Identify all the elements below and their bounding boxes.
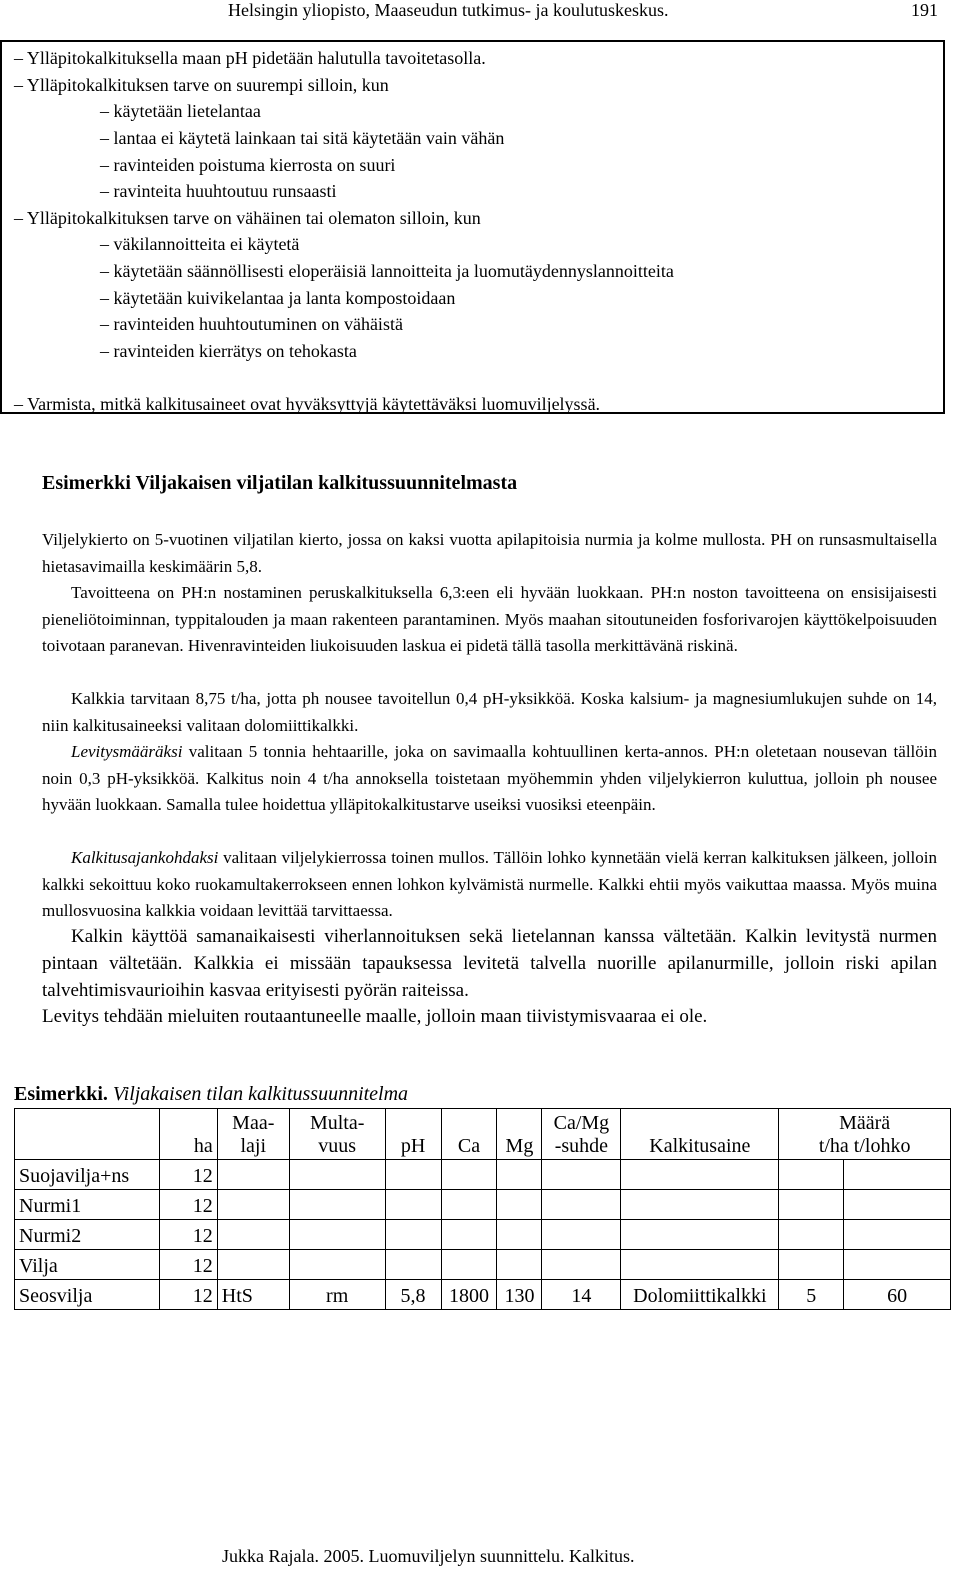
table-cell: 12 (159, 1160, 217, 1190)
table-cell (542, 1250, 621, 1280)
table-cell: 5 (779, 1280, 844, 1310)
page-number: 191 (911, 0, 938, 20)
paragraph-text: valitaan viljelykierrossa toinen mullos. Tällöin lohko kynnetään vielä kerran kalkituksen jälkeen, jolloin kalkki sekoittuu koko ruokamultakerrokseen ennen lohkon kylvämistä nurmelle. Kalkki ehtii myös vaikuttaa maassa. Myös muina mullosvuosina kalkkia voidaan levittää tarvittaessa. (42, 848, 937, 920)
table-row (15, 1160, 951, 1190)
header-cell (542, 1109, 621, 1160)
box-line: – käytetään kuivikelantaa ja lanta kompostoidaan (100, 288, 456, 308)
table-cell (441, 1220, 497, 1250)
table-cell: HtS (217, 1280, 289, 1310)
table-cell: 130 (497, 1280, 542, 1310)
liming-plan-table (14, 1108, 951, 1310)
box-line: – Varmista, mitkä kalkitusaineet ovat hyväksyttyjä käytettäväksi luomuviljelyssä. (14, 394, 601, 414)
header-line: -suhde (554, 1135, 609, 1157)
table-cell (542, 1220, 621, 1250)
table-cell: Dolomiittikalkki (621, 1280, 779, 1310)
header-line: Ca/Mg (553, 1112, 610, 1134)
table-cell (385, 1160, 441, 1190)
table-cell: 1800 (441, 1280, 497, 1310)
table-cell (621, 1250, 779, 1280)
box-line: – Ylläpitokalkituksen tarve on suurempi silloin, kun (14, 75, 389, 95)
table-cell (385, 1250, 441, 1280)
table-cell (441, 1190, 497, 1220)
table-cell: 14 (542, 1280, 621, 1310)
table-cell: Vilja (15, 1250, 160, 1280)
header-cell (217, 1109, 289, 1160)
table-cell (542, 1160, 621, 1190)
caption-title: Viljakaisen tilan kalkitussuunnitelma (107, 1083, 409, 1105)
emphasis: Levitysmääräksi (71, 742, 183, 761)
header-cell: Kalkitusaine (621, 1109, 779, 1160)
table-cell (779, 1220, 844, 1250)
table-cell (621, 1160, 779, 1190)
emphasis: Kalkitusajankohdaksi (71, 848, 219, 867)
paragraph-text: valitaan 5 tonnia hehtaarille, joka on savimaalla kohtuullinen kerta-annos. PH:n oletetaan nousevan tällöin noin 0,3 pH-yksikköä. Kalkitus noin 4 t/ha annoksella toistetaan myöhemmin yhden viljelykierron kuluttua, jolloin ph nousee hyvään luokkaan. Samalla tulee hoidettua ylläpitokalkitustarve useiksi vuosiksi eteenpäin. (42, 742, 937, 814)
table-cell: 12 (159, 1280, 217, 1310)
table-cell (844, 1160, 951, 1190)
header-line: vuus (318, 1135, 357, 1157)
table-cell: Suojavilja+ns (15, 1160, 160, 1190)
table-cell (497, 1220, 542, 1250)
header-cell (15, 1109, 160, 1160)
table-cell (844, 1190, 951, 1220)
table-cell (217, 1250, 289, 1280)
table-cell (497, 1160, 542, 1190)
table-cell (217, 1160, 289, 1190)
table-cell (289, 1250, 385, 1280)
header-line: t/ha t/lohko (818, 1135, 911, 1157)
header-cell: Mg (497, 1109, 542, 1160)
header-cell: ha (159, 1109, 217, 1160)
table-cell (289, 1160, 385, 1190)
table-row (15, 1280, 951, 1310)
box-line: – ravinteita huuhtoutuu runsaasti (100, 181, 337, 201)
table-cell (844, 1250, 951, 1280)
table-cell: 12 (159, 1220, 217, 1250)
table-header-row (15, 1109, 951, 1160)
header-line: laji (240, 1135, 267, 1157)
box-line: – ravinteiden kierrätys on tehokasta (100, 341, 357, 361)
table-cell (385, 1220, 441, 1250)
table-cell (441, 1250, 497, 1280)
table-cell (217, 1220, 289, 1250)
table-cell (779, 1190, 844, 1220)
header-line: Maa- (232, 1112, 275, 1134)
section-title: Esimerkki Viljakaisen viljatilan kalkitussuunnitelmasta (42, 472, 518, 494)
box-line: – käytetään lietelantaa (100, 101, 261, 121)
header-line: Määrä (839, 1112, 891, 1134)
caption-label: Esimerkki. (14, 1083, 108, 1105)
table-cell: Nurmi2 (15, 1220, 160, 1250)
table-cell (217, 1190, 289, 1220)
table-cell (497, 1250, 542, 1280)
header-cell: pH (385, 1109, 441, 1160)
table-cell (441, 1160, 497, 1190)
table-cell: rm (289, 1280, 385, 1310)
summary-box (0, 40, 945, 414)
paragraph (42, 739, 937, 819)
box-line: – väkilannoitteita ei käytetä (100, 234, 300, 254)
table-row (15, 1190, 951, 1220)
table-row (15, 1220, 951, 1250)
running-header: Helsingin yliopisto, Maaseudun tutkimus- ja koulutuskeskus. (228, 0, 669, 20)
box-line: – käytetään säännöllisesti eloperäisiä lannoitteita ja luomutäydennyslannoitteita (100, 261, 674, 281)
table-cell: 12 (159, 1190, 217, 1220)
table-cell: Seosvilja (15, 1280, 160, 1310)
table-row (15, 1250, 951, 1280)
table-cell (844, 1220, 951, 1250)
box-line: – Ylläpitokalkituksella maan pH pidetään halutulla tavoitetasolla. (14, 48, 486, 68)
table-cell (385, 1190, 441, 1220)
table-cell: 5,8 (385, 1280, 441, 1310)
paragraph: Kalkin käyttöä samanaikaisesti viherlannoituksen sekä lietelannan kanssa vältetään. Kalkin levitystä nurmen pintaan vältetään. Kalkkia ei missään tapauksessa levitetä talvella nuorille apilanurmille, jolloin riski apilan talvehtimisvaurioihin kasvaa erityisesti pyörän raiteissa. (42, 926, 937, 1001)
box-line: – Ylläpitokalkituksen tarve on vähäinen tai olematon silloin, kun (14, 208, 481, 228)
table-cell (497, 1190, 542, 1220)
paragraph: Viljelykierto on 5-vuotinen viljatilan kierto, jossa on kaksi vuotta apilapitoisia nurmia ja kolme mullosta. PH on runsasmultaisella hietasavimailla keskimäärin 5,8. (42, 530, 937, 576)
header-cell: Ca (441, 1109, 497, 1160)
table-cell (779, 1160, 844, 1190)
box-line: – ravinteiden poistuma kierrosta on suuri (100, 155, 396, 175)
page-footer: Jukka Rajala. 2005. Luomuviljelyn suunnittelu. Kalkitus. (222, 1546, 635, 1566)
table-cell (779, 1250, 844, 1280)
header-line: Multa- (309, 1112, 365, 1134)
table-cell (542, 1190, 621, 1220)
table-cell (289, 1220, 385, 1250)
paragraph: Tavoitteena on PH:n nostaminen peruskalkituksella 6,3:een eli hyvään luokkaan. PH:n noston tavoitteena on ensisijaisesti pieneliötoiminnan, typpitalouden ja maan rakenteen parantaminen. Myös maahan sitoutuneiden fosforivarojen käyttökelpoisuuden toivotaan paranevan. Hivenravinteiden liukoisuuden laskua ei pidetä tällä tasolla merkittävänä riskinä. (42, 583, 937, 655)
table-cell: 60 (844, 1280, 951, 1310)
table-cell: 12 (159, 1250, 217, 1280)
header-cell (779, 1109, 951, 1160)
box-line: – lantaa ei käytetä lainkaan tai sitä käytetään vain vähän (100, 128, 505, 148)
table-caption (14, 1083, 408, 1106)
paragraph: Kalkkia tarvitaan 8,75 t/ha, jotta ph nousee tavoitellun 0,4 pH-yksikköä. Koska kalsium- ja magnesiumlukujen suhde on 14, niin kalkitusaineeksi valitaan dolomiittikalkki. (42, 689, 937, 735)
table-cell (621, 1190, 779, 1220)
table-cell: Nurmi1 (15, 1190, 160, 1220)
table-cell (621, 1220, 779, 1250)
header-cell (289, 1109, 385, 1160)
paragraph: Levitys tehdään mieluiten routaantuneelle maalle, jolloin maan tiivistymisvaaraa ei ole. (42, 1006, 708, 1027)
paragraph (42, 845, 937, 925)
table-cell (289, 1190, 385, 1220)
box-line: – ravinteiden huuhtoutuminen on vähäistä (100, 314, 403, 334)
